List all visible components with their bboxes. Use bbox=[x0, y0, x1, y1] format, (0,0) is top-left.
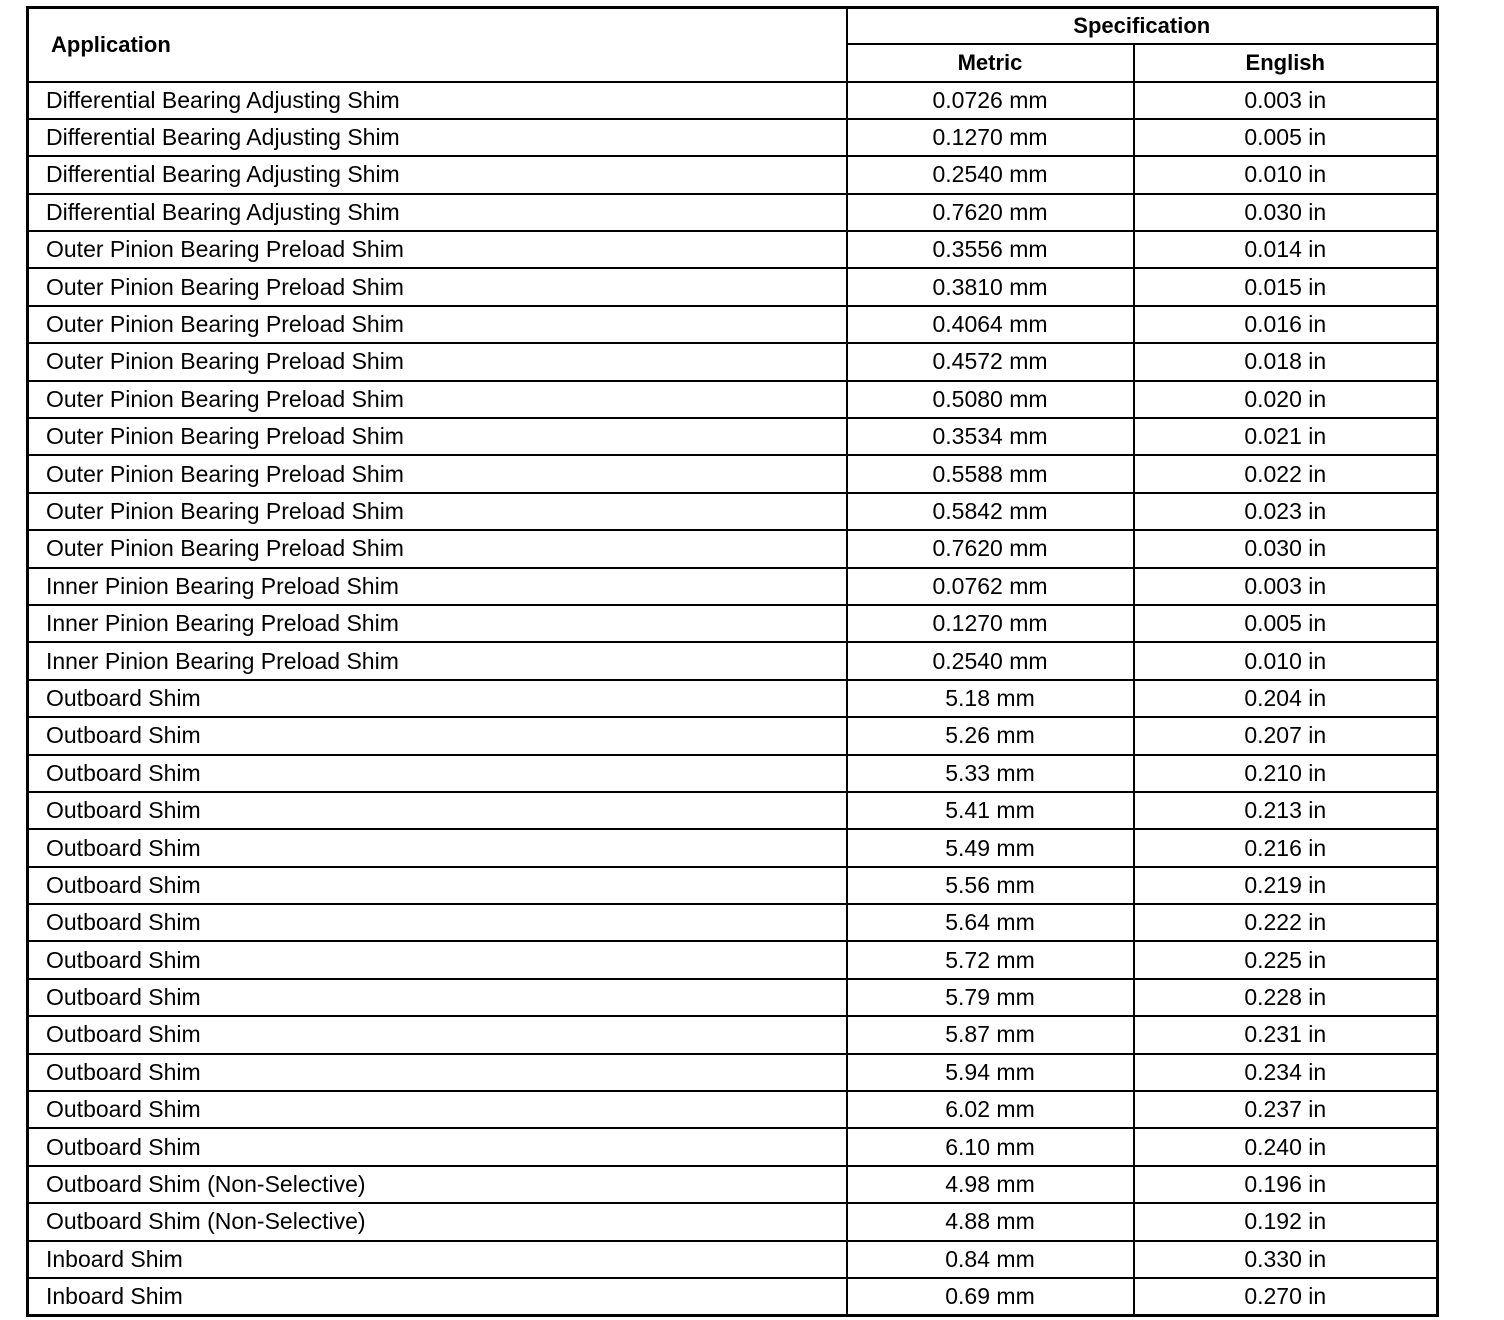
cell-english: 0.228 in bbox=[1134, 979, 1438, 1016]
table-row bbox=[28, 904, 1438, 941]
cell-english: 0.192 in bbox=[1134, 1203, 1438, 1240]
cell-metric: 0.3556 mm bbox=[847, 231, 1134, 268]
cell-english: 0.240 in bbox=[1134, 1128, 1438, 1165]
cell-metric: 0.69 mm bbox=[847, 1278, 1134, 1315]
table-row bbox=[28, 867, 1438, 904]
cell-application: Outboard Shim bbox=[28, 867, 847, 904]
cell-application: Outer Pinion Bearing Preload Shim bbox=[28, 268, 847, 305]
cell-application: Inner Pinion Bearing Preload Shim bbox=[28, 642, 847, 679]
cell-metric: 0.0762 mm bbox=[847, 568, 1134, 605]
cell-english: 0.219 in bbox=[1134, 867, 1438, 904]
cell-english: 0.196 in bbox=[1134, 1166, 1438, 1203]
cell-application: Outboard Shim bbox=[28, 717, 847, 754]
cell-english: 0.270 in bbox=[1134, 1278, 1438, 1315]
cell-english: 0.237 in bbox=[1134, 1091, 1438, 1128]
cell-english: 0.010 in bbox=[1134, 642, 1438, 679]
cell-metric: 0.7620 mm bbox=[847, 194, 1134, 231]
cell-metric: 0.2540 mm bbox=[847, 642, 1134, 679]
cell-application: Differential Bearing Adjusting Shim bbox=[28, 82, 847, 119]
table-row bbox=[28, 829, 1438, 866]
table-row bbox=[28, 568, 1438, 605]
cell-metric: 0.2540 mm bbox=[847, 156, 1134, 193]
cell-application: Differential Bearing Adjusting Shim bbox=[28, 156, 847, 193]
cell-metric: 6.10 mm bbox=[847, 1128, 1134, 1165]
cell-english: 0.330 in bbox=[1134, 1241, 1438, 1278]
table-row bbox=[28, 1203, 1438, 1240]
cell-metric: 0.4572 mm bbox=[847, 343, 1134, 380]
cell-application: Outboard Shim bbox=[28, 680, 847, 717]
cell-application: Outer Pinion Bearing Preload Shim bbox=[28, 418, 847, 455]
cell-metric: 5.33 mm bbox=[847, 755, 1134, 792]
table-row bbox=[28, 119, 1438, 156]
cell-metric: 4.98 mm bbox=[847, 1166, 1134, 1203]
cell-english: 0.231 in bbox=[1134, 1016, 1438, 1053]
cell-application: Inner Pinion Bearing Preload Shim bbox=[28, 568, 847, 605]
cell-application: Inner Pinion Bearing Preload Shim bbox=[28, 605, 847, 642]
cell-english: 0.234 in bbox=[1134, 1054, 1438, 1091]
table-row bbox=[28, 530, 1438, 567]
cell-metric: 0.1270 mm bbox=[847, 119, 1134, 156]
cell-application: Outer Pinion Bearing Preload Shim bbox=[28, 231, 847, 268]
cell-metric: 0.4064 mm bbox=[847, 306, 1134, 343]
cell-english: 0.213 in bbox=[1134, 792, 1438, 829]
cell-application: Outboard Shim bbox=[28, 1128, 847, 1165]
cell-application: Outer Pinion Bearing Preload Shim bbox=[28, 381, 847, 418]
cell-application: Outboard Shim bbox=[28, 1054, 847, 1091]
cell-english: 0.016 in bbox=[1134, 306, 1438, 343]
cell-application: Differential Bearing Adjusting Shim bbox=[28, 119, 847, 156]
cell-application: Inboard Shim bbox=[28, 1241, 847, 1278]
header-metric: Metric bbox=[847, 44, 1134, 82]
cell-english: 0.003 in bbox=[1134, 82, 1438, 119]
cell-metric: 5.56 mm bbox=[847, 867, 1134, 904]
cell-application: Outboard Shim bbox=[28, 829, 847, 866]
cell-english: 0.225 in bbox=[1134, 941, 1438, 978]
cell-metric: 6.02 mm bbox=[847, 1091, 1134, 1128]
cell-english: 0.005 in bbox=[1134, 605, 1438, 642]
cell-english: 0.204 in bbox=[1134, 680, 1438, 717]
cell-english: 0.030 in bbox=[1134, 194, 1438, 231]
cell-metric: 0.7620 mm bbox=[847, 530, 1134, 567]
header-specification: Specification bbox=[847, 8, 1438, 44]
cell-application: Outer Pinion Bearing Preload Shim bbox=[28, 493, 847, 530]
table-row bbox=[28, 82, 1438, 119]
shim-spec-table bbox=[26, 6, 1439, 1317]
cell-english: 0.003 in bbox=[1134, 568, 1438, 605]
cell-metric: 5.79 mm bbox=[847, 979, 1134, 1016]
table-row bbox=[28, 680, 1438, 717]
cell-application: Outboard Shim bbox=[28, 792, 847, 829]
table-row bbox=[28, 1166, 1438, 1203]
table-row bbox=[28, 381, 1438, 418]
cell-metric: 5.94 mm bbox=[847, 1054, 1134, 1091]
cell-english: 0.015 in bbox=[1134, 268, 1438, 305]
cell-english: 0.005 in bbox=[1134, 119, 1438, 156]
cell-english: 0.030 in bbox=[1134, 530, 1438, 567]
cell-application: Outboard Shim (Non-Selective) bbox=[28, 1166, 847, 1203]
cell-english: 0.210 in bbox=[1134, 755, 1438, 792]
cell-metric: 5.26 mm bbox=[847, 717, 1134, 754]
cell-application: Outer Pinion Bearing Preload Shim bbox=[28, 343, 847, 380]
table-row bbox=[28, 455, 1438, 492]
cell-application: Outboard Shim bbox=[28, 979, 847, 1016]
header-english: English bbox=[1134, 44, 1438, 82]
table-row bbox=[28, 493, 1438, 530]
table-row bbox=[28, 194, 1438, 231]
table-row bbox=[28, 1091, 1438, 1128]
table-row bbox=[28, 642, 1438, 679]
table-header bbox=[28, 8, 1438, 82]
cell-english: 0.018 in bbox=[1134, 343, 1438, 380]
cell-english: 0.216 in bbox=[1134, 829, 1438, 866]
cell-metric: 0.1270 mm bbox=[847, 605, 1134, 642]
table-row bbox=[28, 755, 1438, 792]
cell-application: Outer Pinion Bearing Preload Shim bbox=[28, 306, 847, 343]
table-row bbox=[28, 418, 1438, 455]
cell-application: Outboard Shim bbox=[28, 904, 847, 941]
cell-application: Outer Pinion Bearing Preload Shim bbox=[28, 530, 847, 567]
table-row bbox=[28, 792, 1438, 829]
cell-english: 0.010 in bbox=[1134, 156, 1438, 193]
cell-application: Outboard Shim bbox=[28, 941, 847, 978]
cell-metric: 5.49 mm bbox=[847, 829, 1134, 866]
table-row bbox=[28, 717, 1438, 754]
cell-application: Differential Bearing Adjusting Shim bbox=[28, 194, 847, 231]
cell-metric: 0.84 mm bbox=[847, 1241, 1134, 1278]
cell-metric: 0.5080 mm bbox=[847, 381, 1134, 418]
cell-english: 0.207 in bbox=[1134, 717, 1438, 754]
cell-application: Outboard Shim bbox=[28, 1016, 847, 1053]
cell-application: Outboard Shim bbox=[28, 755, 847, 792]
table-row bbox=[28, 306, 1438, 343]
cell-metric: 5.72 mm bbox=[847, 941, 1134, 978]
cell-english: 0.020 in bbox=[1134, 381, 1438, 418]
cell-metric: 0.3534 mm bbox=[847, 418, 1134, 455]
table-row bbox=[28, 605, 1438, 642]
cell-metric: 4.88 mm bbox=[847, 1203, 1134, 1240]
header-application: Application bbox=[28, 8, 847, 82]
table-row bbox=[28, 156, 1438, 193]
cell-english: 0.022 in bbox=[1134, 455, 1438, 492]
table-row bbox=[28, 268, 1438, 305]
table-body bbox=[28, 82, 1438, 1316]
cell-english: 0.222 in bbox=[1134, 904, 1438, 941]
cell-metric: 0.5588 mm bbox=[847, 455, 1134, 492]
cell-metric: 0.0726 mm bbox=[847, 82, 1134, 119]
cell-english: 0.021 in bbox=[1134, 418, 1438, 455]
cell-application: Outboard Shim bbox=[28, 1091, 847, 1128]
cell-english: 0.014 in bbox=[1134, 231, 1438, 268]
cell-application: Inboard Shim bbox=[28, 1278, 847, 1315]
table-row bbox=[28, 343, 1438, 380]
cell-metric: 5.87 mm bbox=[847, 1016, 1134, 1053]
cell-metric: 0.5842 mm bbox=[847, 493, 1134, 530]
table-row bbox=[28, 979, 1438, 1016]
cell-application: Outer Pinion Bearing Preload Shim bbox=[28, 455, 847, 492]
cell-metric: 5.18 mm bbox=[847, 680, 1134, 717]
table-row bbox=[28, 1278, 1438, 1315]
table-row bbox=[28, 1016, 1438, 1053]
table-row bbox=[28, 941, 1438, 978]
table-row bbox=[28, 1054, 1438, 1091]
cell-metric: 0.3810 mm bbox=[847, 268, 1134, 305]
table-row bbox=[28, 1128, 1438, 1165]
table-row bbox=[28, 1241, 1438, 1278]
cell-metric: 5.41 mm bbox=[847, 792, 1134, 829]
cell-english: 0.023 in bbox=[1134, 493, 1438, 530]
cell-application: Outboard Shim (Non-Selective) bbox=[28, 1203, 847, 1240]
cell-metric: 5.64 mm bbox=[847, 904, 1134, 941]
table-row bbox=[28, 231, 1438, 268]
